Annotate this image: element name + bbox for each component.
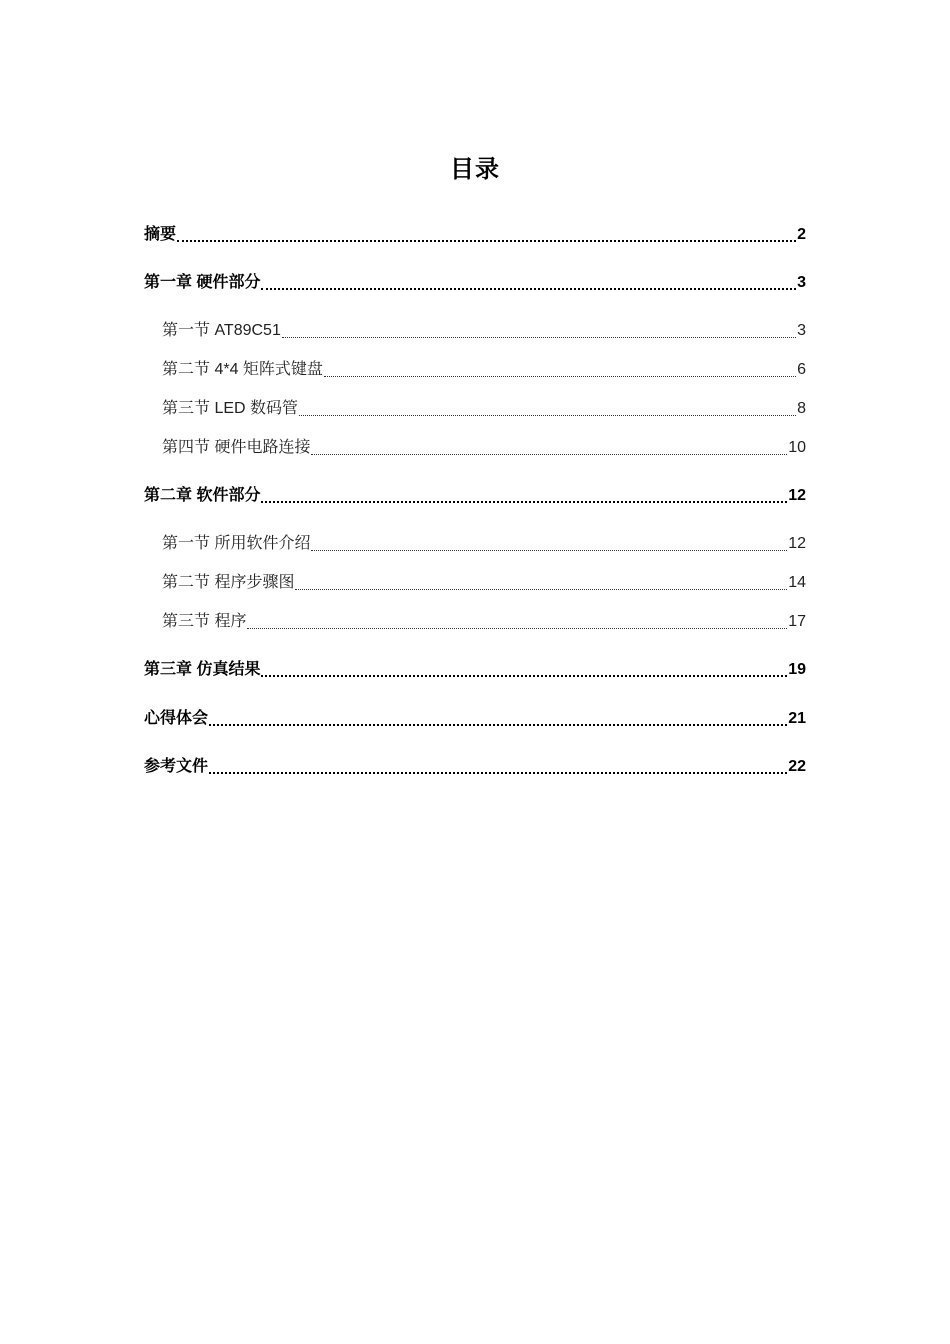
toc-entry-label: 第二节 程序步骤图 (162, 574, 295, 591)
toc-entry-reflections[interactable] (144, 704, 806, 730)
toc-entry-chapter-1[interactable] (144, 268, 806, 294)
toc-entry-page: 22 (788, 758, 806, 775)
dot-leader (299, 405, 796, 416)
dot-leader (295, 579, 787, 590)
toc-entry-page: 19 (788, 661, 806, 678)
dot-leader (209, 714, 787, 726)
toc-entry-page: 17 (788, 613, 806, 630)
toc-entry-chapter-2[interactable] (144, 481, 806, 507)
toc-entry-references[interactable] (144, 752, 806, 778)
toc-entry-ch2-sec2[interactable] (162, 568, 806, 594)
toc-entry-label: 第四节 硬件电路连接 (162, 439, 311, 456)
toc-entry-ch1-sec3[interactable] (162, 394, 806, 420)
toc-entry-page: 10 (788, 439, 806, 456)
toc-entry-ch2-sec3[interactable] (162, 607, 806, 633)
dot-leader (209, 762, 787, 774)
toc-entry-label: 第二章 软件部分 (144, 487, 261, 504)
toc-entry-label: 摘要 (144, 226, 177, 243)
toc-entry-label: 第一节 所用软件介绍 (162, 535, 311, 552)
toc-entry-page: 6 (797, 361, 806, 378)
dot-leader (324, 366, 796, 377)
toc-entry-page: 12 (788, 487, 806, 504)
toc-entry-page: 2 (797, 226, 806, 243)
toc-entry-page: 21 (788, 710, 806, 727)
toc-entry-chapter-3[interactable] (144, 655, 806, 681)
toc-entry-label: 第二节 4*4 矩阵式键盘 (162, 361, 323, 378)
toc-entry-ch1-sec4[interactable] (162, 433, 806, 459)
toc-entry-label: 第三章 仿真结果 (144, 661, 261, 678)
dot-leader (261, 278, 796, 290)
toc-entry-page: 14 (788, 574, 806, 591)
toc-entry-ch2-sec1[interactable] (162, 529, 806, 555)
dot-leader (311, 540, 787, 551)
toc-entry-page: 3 (797, 274, 806, 291)
toc-entry-label: 心得体会 (144, 710, 209, 727)
toc-entry-page: 3 (797, 322, 806, 339)
toc-entry-label: 第三节 程序 (162, 613, 247, 630)
toc-entry-label: 第一节 AT89C51 (162, 322, 281, 339)
toc-entry-label: 第三节 LED 数码管 (162, 400, 299, 417)
toc-entry-page: 8 (797, 400, 806, 417)
dot-leader (261, 491, 787, 503)
dot-leader (311, 444, 787, 455)
toc-entry-page: 12 (788, 535, 806, 552)
toc-entry-label: 参考文件 (144, 758, 209, 775)
toc-title: 目录 (450, 156, 500, 183)
dot-leader (261, 665, 787, 677)
toc-entry-abstract[interactable] (144, 220, 806, 246)
toc-entry-ch1-sec1[interactable] (162, 316, 806, 342)
toc-entry-label: 第一章 硬件部分 (144, 274, 261, 291)
dot-leader (282, 327, 796, 338)
toc-entry-ch1-sec2[interactable] (162, 355, 806, 381)
dot-leader (177, 230, 796, 242)
dot-leader (247, 618, 787, 629)
